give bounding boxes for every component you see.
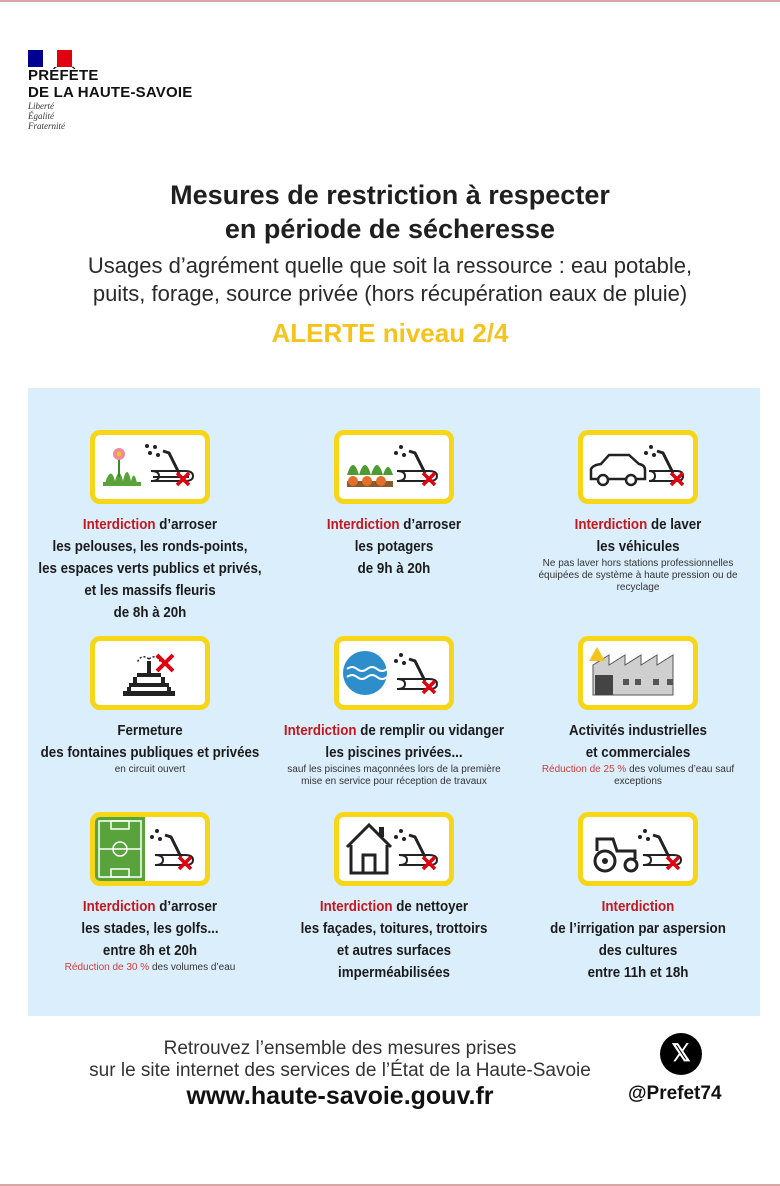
interdiction-keyword: Interdiction <box>326 517 400 533</box>
measure-caption-line <box>526 536 750 558</box>
website-link[interactable]: www.haute-savoie.gouv.fr <box>186 1082 494 1110</box>
measure-caption-line <box>526 940 750 962</box>
devise-liberte: Liberté <box>28 101 54 111</box>
measure-caption-line <box>38 896 262 918</box>
measure-caption-text: les stades, les golfs... <box>81 921 219 937</box>
measure-note <box>516 558 760 594</box>
measure-caption <box>282 720 506 764</box>
page-title-line2: en période de sécheresse <box>224 214 556 244</box>
measure-caption <box>526 514 750 558</box>
reduction-percentage: Réduction de 25 % <box>541 764 627 775</box>
measure-caption-text: les potagers <box>354 539 434 555</box>
measure-caption-line <box>526 962 750 984</box>
social-handle[interactable]: @Prefet74 <box>628 1083 722 1104</box>
interdiction-keyword: Interdiction <box>82 899 156 915</box>
measure-caption-text: d’arroser <box>399 517 462 533</box>
measure-caption-line <box>38 918 262 940</box>
measure-caption-text: les espaces verts publics et privés, <box>38 561 262 577</box>
measure-caption-line <box>526 720 750 742</box>
measure-caption-text: et autres surfaces imperméabilisées <box>336 943 452 981</box>
measure-caption-line <box>282 940 506 984</box>
measure-caption-line <box>282 536 506 558</box>
measure-caption-line <box>38 514 262 536</box>
measure-caption-line <box>282 918 506 940</box>
measure-caption-line <box>38 602 262 624</box>
measure-caption <box>526 720 750 764</box>
measure-note <box>272 764 516 788</box>
measure-caption-text: Activités industrielles <box>569 723 707 739</box>
subtitle-line2: puits, forage, source privée (hors récupération eaux de pluie) <box>92 281 688 306</box>
measure-caption-text: des cultures <box>598 943 678 959</box>
measure-caption <box>38 514 262 624</box>
top-border <box>0 0 780 2</box>
measure-caption-text: d’arroser <box>155 899 218 915</box>
page-title-line1: Mesures de restriction à respecter <box>170 180 610 210</box>
measure-caption-line <box>38 720 262 742</box>
house-cleaning-icon <box>334 812 454 886</box>
measure-pools <box>272 636 516 788</box>
measure-caption-text: de l’irrigation par aspersion <box>550 921 726 937</box>
measure-caption-text: de laver <box>647 517 702 533</box>
prefecture-name-line1: PRÉFÈTE <box>28 67 99 84</box>
measure-caption-line <box>526 896 750 918</box>
measure-caption-line <box>526 918 750 940</box>
measure-caption-text: les façades, toitures, trottoirs <box>300 921 488 937</box>
measure-note <box>28 764 272 776</box>
measure-caption-line <box>282 558 506 580</box>
measure-lawns <box>28 430 272 624</box>
interdiction-keyword: Interdiction <box>574 517 648 533</box>
footer-line2: sur le site internet des services de l’État de la Haute-Savoie <box>89 1060 591 1081</box>
measure-caption-line <box>282 514 506 536</box>
interdiction-keyword: Interdiction <box>601 899 675 915</box>
interdiction-keyword: Interdiction <box>82 517 156 533</box>
measure-vegetable-gardens <box>272 430 516 580</box>
measure-facades <box>272 812 516 984</box>
flower-watering-icon <box>90 430 210 504</box>
measure-caption-text: des fontaines publiques et privées <box>40 745 260 761</box>
measure-caption-text: Fermeture <box>117 723 183 739</box>
measure-note-text: en circuit ouvert <box>114 764 186 775</box>
measure-caption-line <box>282 720 506 742</box>
measure-caption-text: de nettoyer <box>392 899 469 915</box>
alert-level: ALERTE niveau 2/4 <box>271 318 509 348</box>
measures-panel <box>28 388 760 1016</box>
measure-caption-line <box>282 742 506 764</box>
subtitle-line1: Usages d’agrément quelle que soit la ressource : eau potable, <box>87 253 693 278</box>
interdiction-keyword: Interdiction <box>283 723 357 739</box>
measure-caption <box>282 896 506 984</box>
fountain-icon <box>90 636 210 710</box>
measure-caption <box>38 896 262 962</box>
measure-caption-text: les piscines privées... <box>325 745 463 761</box>
measure-caption-line <box>526 742 750 764</box>
measure-caption <box>282 514 506 580</box>
measure-industry <box>516 636 760 788</box>
measure-note-text: sauf les piscines maçonnées lors de la première mise en service pour réception de travaux <box>287 764 501 787</box>
measure-caption-text: d’arroser <box>155 517 218 533</box>
measure-caption-text: entre 8h et 20h <box>102 943 198 959</box>
measure-caption-text: de 9h à 20h <box>357 561 431 577</box>
measure-caption-text: les pelouses, les ronds-points, <box>52 539 248 555</box>
measure-note-text: des volumes d’eau sauf exceptions <box>614 764 735 787</box>
measure-caption-line <box>282 896 506 918</box>
vegetable-garden-watering-icon <box>334 430 454 504</box>
x-logo-icon[interactable]: 𝕏 <box>660 1033 702 1075</box>
swimming-pool-icon <box>334 636 454 710</box>
measure-stadiums <box>28 812 272 974</box>
measure-note-text: des volumes d’eau <box>149 962 236 973</box>
factory-icon <box>578 636 698 710</box>
measure-irrigation <box>516 812 760 984</box>
reduction-percentage: Réduction de 30 % <box>64 962 150 973</box>
measure-note-text: Ne pas laver hors stations professionnelles équipées de système à haute pression ou de recyclage <box>538 558 738 593</box>
measure-note <box>28 962 272 974</box>
measure-caption-line <box>38 536 262 558</box>
devise-egalite: Égalité <box>28 111 54 121</box>
measure-note <box>516 764 760 788</box>
measure-caption-text: et les massifs fleuris <box>84 583 216 599</box>
prefecture-name-line2: DE LA HAUTE-SAVOIE <box>28 84 193 101</box>
measure-caption-text: les véhicules <box>596 539 680 555</box>
measure-vehicles <box>516 430 760 594</box>
measure-caption-text: et commerciales <box>585 745 691 761</box>
footer-line1: Retrouvez l’ensemble des mesures prises <box>163 1038 517 1059</box>
measure-caption <box>526 896 750 984</box>
stadium-watering-icon <box>90 812 210 886</box>
measure-caption-line <box>526 514 750 536</box>
measure-caption-line <box>38 940 262 962</box>
prefecture-logo <box>28 50 192 131</box>
measure-caption-text: de 8h à 20h <box>113 605 187 621</box>
measure-fountains <box>28 636 272 776</box>
measure-caption-line <box>38 742 262 764</box>
interdiction-keyword: Interdiction <box>319 899 393 915</box>
marianne-flag-icon <box>28 50 72 67</box>
measure-caption-line <box>38 580 262 602</box>
tractor-irrigation-icon <box>578 812 698 886</box>
measure-caption-text: de remplir ou vidanger <box>356 723 505 739</box>
measure-caption-line <box>38 558 262 580</box>
measure-caption <box>38 720 262 764</box>
measure-caption-text: entre 11h et 18h <box>587 965 689 981</box>
devise-fraternite: Fraternité <box>28 121 65 131</box>
car-washing-icon <box>578 430 698 504</box>
